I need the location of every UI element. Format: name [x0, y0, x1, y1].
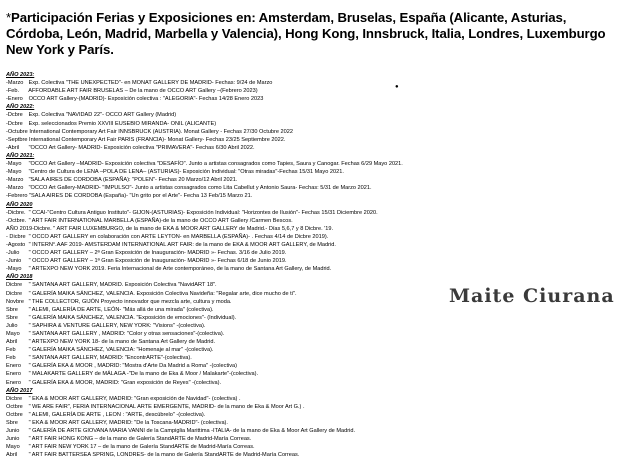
entry-date: Sbre	[6, 314, 18, 321]
entry-text: Exp. Colectiva "NAVIDAD 22"- OCCO ART Gallery (Madrid)	[28, 112, 177, 119]
exhibition-entry	[6, 233, 622, 241]
entry-date: -Julio	[6, 250, 20, 257]
entry-date: -Abril	[6, 144, 20, 151]
entry-date: -Septbre	[6, 136, 28, 143]
entry-text: International Contemporary Art Fair PARIS (FRANCIA)- Monat Gallery- Fechas 23/25 Septiembre 2022.	[29, 136, 286, 143]
entry-text: " EKA & MOOR ART GALLERY, MADRID: "Gran exposición de Navidad"- (colectiva) .	[28, 395, 241, 402]
entry-date: Dicbre	[6, 290, 23, 297]
exhibition-entry	[6, 209, 622, 217]
entry-text: " SANTANA ART GALLERY , MADRID: "Color y otras sensaciones"-(colectiva).	[28, 331, 225, 337]
entry-date: -Dicbre.	[6, 209, 26, 216]
entry-date: -Febrero	[6, 193, 28, 200]
entry-date: -Marzo	[6, 177, 24, 184]
entry-text: " GALERÍA MAIKA SÁNCHEZ, VALENCIA. Exposición Colectiva Navideña: "Regalar arte, dice mucho de ti".	[28, 290, 297, 297]
exhibition-entry	[6, 241, 622, 249]
entry-text: " GALERÍA EKA & MOOR, MADRID: "Gran exposición de Reyes" -(colectiva).	[28, 379, 222, 386]
year-label: AÑO 2022:	[6, 104, 35, 111]
title-text: Participación Ferias y Exposiciones en: Amsterdam, Bruselas, España (Alicante, Asturias, Córdoba, León, Madrid, Marbella y Valencia), Hong Kong, Innsbruck, Italia, Londres, Luxemburgo New York y París.	[6, 10, 606, 57]
exhibition-entry	[6, 111, 622, 119]
entry-text: " WE ARE FAIR", FERIA INTERNACIONAL ARTE EMERGENTE, MADRID- de la mano de Eka & Moor Art G.) .	[28, 403, 305, 410]
exhibition-entry	[6, 435, 622, 443]
exhibition-entry	[6, 176, 622, 184]
entry-date: Feb	[6, 355, 16, 362]
year-label: AÑO 2023:	[6, 72, 35, 78]
entry-text: " ALEMI, GALERÍA DE ARTE , LEON : "ARTE, descúbrelo" -(colectiva).	[28, 411, 206, 418]
year-heading	[6, 71, 622, 79]
entry-text: " EKA & MOOR ART GALLERY, MADRID: "De la Toscana-MADRID"- (colectiva).	[28, 420, 228, 427]
exhibition-entry	[6, 217, 622, 225]
entry-date: -Feb.	[6, 88, 20, 95]
page-title	[6, 10, 622, 58]
exhibition-entry	[6, 354, 622, 362]
bullet-dot: ●	[395, 84, 399, 90]
exhibition-entry	[6, 443, 622, 451]
entry-date: Julio	[6, 322, 18, 329]
entry-date: Mayo	[6, 331, 20, 337]
entry-date: -Dcbre	[6, 120, 23, 127]
exhibition-entry	[6, 338, 622, 346]
exhibition-entry	[6, 168, 622, 176]
exhibition-entry	[6, 225, 622, 233]
entry-date: Octbre	[6, 411, 23, 418]
signature-watermark: Maite Ciurana	[449, 285, 615, 307]
entry-date: AÑO 2019-Dicbre.	[6, 225, 52, 232]
entry-text: " GALERÍA EKA & MOOR , MADRID: "Mostra d'Arte Da Madrid a Roma" -(colectiva)	[28, 363, 238, 370]
entry-date: - Dicbre	[6, 233, 26, 240]
entry-text: OCCO ART Gallery-(MADRID)- Exposición colectiva : "ALEGORIA"- Fechas 14/28 Enero 2023	[28, 96, 264, 103]
entry-text: " ART FAIR HONG KONG – de la mano de Galería StandARTE de Madrid-María Correas.	[28, 436, 252, 443]
entry-text: " INTERN°.AAF 2019- AMSTERDAM INTERNATIONAL ART FAIR: de la mano de EKA & MOOR ART GALLERY, de Madrid.	[28, 241, 336, 248]
entry-text: " MALAKARTE GALLERY de MÁLAGA -"De la mano de Eka & Moor / Malakarte"-(colectiva).	[28, 371, 259, 378]
entry-text: " SAPHIRA & VENTURE GALLERY, NEW YORK: "Visions" -(colectiva).	[28, 322, 206, 329]
exhibition-entry	[6, 411, 622, 419]
entry-date: Abril	[6, 339, 18, 346]
exhibition-entry	[6, 160, 622, 168]
entry-text: " OCCO ART GALLERY en colaboración con ARTE LEYTON- en MARBELLA (ESPAÑA)- . Fechas 4/14 de Dicbre 2019).	[28, 233, 329, 240]
entry-text: "OCCO Art Gallery-MADRID- "IMPULSO"- Junto a artistas consagrados como Lita Cabellut y Antonio Saura- Fechas: 5/31 de Marzo 2021.	[28, 185, 372, 192]
exhibition-entry	[6, 128, 622, 136]
exhibition-entry	[6, 136, 622, 144]
year-label: AÑO 2018	[6, 274, 33, 281]
exhibition-entry	[6, 314, 622, 322]
entry-text: " GALERÍA MAIKA SÁNCHEZ, VALENCIA. "Exposición de emociones"- (Individual).	[28, 314, 237, 321]
entry-date: Dicbre	[6, 282, 23, 289]
exhibition-entry	[6, 87, 622, 95]
entry-date: -Agosto	[6, 241, 26, 248]
entry-text: " OCCO ART GALLERY – 1ª Gran Exposición de Inauguración- MADRID »- Fechas 6/18 de Junio 2019.	[28, 258, 287, 265]
entry-text: " ART FAIR LUXEMBURGO, de la mano de EKA & MOOR ART GALLERY de Madrid.- Días 5,6,7 y 8 Dicbre. '19.	[53, 225, 334, 232]
entry-date: -Marzo	[6, 80, 24, 87]
exhibition-entry	[6, 322, 622, 330]
entry-date: -Mayo	[6, 169, 22, 176]
entry-text: "SALA AIRES DE CORDOBA (España)- "Un grito por el Arte"- Fecha 13 Feb/15 Marzo 21.	[29, 193, 253, 200]
title-asterisk: *	[6, 10, 12, 25]
year-heading	[6, 273, 622, 281]
exhibition-entry	[6, 330, 622, 338]
entry-text: AFFORDABLE ART FAIR BRUSELAS – De la mano de OCCO ART Gallery –(Febrero 2023)	[28, 88, 258, 95]
exhibitions-list	[6, 71, 622, 460]
exhibition-entry	[6, 144, 622, 152]
entry-date: -Marzo	[6, 185, 24, 192]
entry-date: -Enero	[6, 96, 23, 103]
entry-date: Junio	[6, 428, 20, 435]
entry-date: Enero	[6, 363, 21, 370]
exhibition-entry	[6, 395, 622, 403]
entry-text: "OCCO Art Gallery –MADRID- Exposición colectiva "DESAFÍO". Junto a artistas consagrados como Tapies, Saura y Canogar. Fechas 6/29 Mayo 2021.	[28, 161, 403, 168]
entry-date: Enero	[6, 371, 21, 378]
entry-text: " SANTANA ART GALLERY, MADRID. Exposición Colectiva "NavidART 18".	[28, 282, 217, 289]
exhibition-entry	[6, 184, 622, 192]
exhibition-entry	[6, 265, 622, 273]
entry-date: Sbre	[6, 306, 18, 313]
exhibition-entry	[6, 362, 622, 370]
year-label: AÑO 2021:	[6, 152, 35, 159]
exhibition-entry	[6, 249, 622, 257]
entry-date: -Dcbre	[6, 112, 23, 119]
entry-text: " ART FAIR NEW YORK 17 – de la mano de Galería StandARTE de Madrid-María Correas.	[28, 444, 255, 451]
year-heading	[6, 152, 622, 160]
exhibition-entry	[6, 257, 622, 265]
exhibition-entry	[6, 346, 622, 354]
exhibition-entry	[6, 120, 622, 128]
year-heading	[6, 201, 622, 209]
entry-text: " GALERÍA MAIKA SÁNCHEZ, VALENCIA: "Homenaje al mar" -(colectiva).	[28, 347, 214, 354]
entry-text: " GALERÍA DE ARTE GIOVANA MARIA VANNI de la Campiglia Marittima -ITALIA- de la mano de Eka & Moor Art Gallery de Madrid.	[28, 428, 355, 435]
exhibition-entry	[6, 192, 622, 200]
entry-date: Junio	[6, 436, 20, 443]
entry-date: -Mayo	[6, 266, 22, 273]
entry-text: International Contemporary Art Fair INNSBRUCK (AUSTRIA). Monat Gallery - Fechas 27/30 Octubre 2022	[29, 128, 293, 135]
year-label: AÑO 2020	[6, 201, 33, 208]
year-heading	[6, 103, 622, 111]
entry-date: Octbre	[6, 403, 23, 410]
entry-text: " ART FAIR INTERNATIONAL MARBELLA (ESPAÑA)-de la mano de OCCO ART Gallery /Carmen Bescos.	[28, 217, 293, 224]
entry-text: Exp. seleccionados Premio XXVIII EUSEBIO MIRANDA- ONIL (ALICANTE)	[28, 120, 217, 127]
entry-date: Sbre	[6, 420, 18, 427]
exhibition-entry	[6, 451, 622, 459]
entry-date: Dicbre	[6, 395, 23, 402]
entry-text: " ALEMI, GALERÍA DE ARTE, LEÓN- "Más allá de una mirada" (colectiva).	[28, 306, 214, 313]
entry-date: Abril	[6, 452, 18, 459]
entry-text: " SANTANA ART GALLERY, MADRID: "EncontrARTE"-(colectiva).	[28, 355, 192, 362]
exhibition-entry	[6, 370, 622, 378]
entry-text: " ARTEXPO NEW YORK 18- de la mano de Santana Art Gallery de Madrid.	[28, 339, 216, 346]
entry-text: " ART FAIR BATTERSEA SPRING, LONDRES- de la mano de Galería StandARTE de Madrid-María Correas.	[28, 452, 300, 459]
entry-date: -Mayo	[6, 161, 22, 168]
exhibition-entry	[6, 79, 622, 87]
exhibition-entry	[6, 403, 622, 411]
entry-text: Exp. Colectiva "THE UNEXPECTED"- en MONAT GALLERY DE MADRID- Fechas: 9/24 de Marzo	[28, 80, 273, 87]
exhibition-entry	[6, 419, 622, 427]
entry-date: Novbre	[6, 298, 25, 305]
entry-text: "Centro de Cultura de LENA –POLA DE LENA– (ASTURIAS)- Exposición Individual: "Otras miradas"-Fechas 15/31 Mayo 2021.	[28, 169, 344, 176]
entry-date: -Junio	[6, 258, 22, 265]
entry-text: "OCCO Art Gallery- MADRID- Exposición colectiva "PRIMAVERA"- Fechas 6/30 Abril 2022.	[28, 144, 255, 151]
entry-date: -Octbre.	[6, 217, 27, 224]
entry-date: Feb	[6, 347, 16, 354]
exhibition-entry	[6, 427, 622, 435]
entry-text: " OCCO ART GALLERY – 2ª Gran Exposición de Inauguración- MADRID »- Fechas. 3/16 de Julio 2019.	[28, 250, 287, 257]
entry-text: "SALA AIRES DE CORDOBA (ESPAÑA): "POLEN"- Fechas 20 Marzo/12 Abril 2021.	[28, 177, 238, 184]
exhibition-entry	[6, 379, 622, 387]
entry-date: -Octubre	[6, 128, 28, 135]
entry-date: Enero	[6, 379, 21, 386]
year-heading	[6, 387, 622, 395]
entry-date: Mayo	[6, 444, 20, 451]
entry-text: " CCAI-"Centro Cultura Antiguo Instituto"- GIJON-(ASTURIAS)- Exposición Individual: "Horizontes de Ilusión"- Fechas 15/31 Diciembre 2020.	[28, 209, 378, 216]
year-label: AÑO 2017	[6, 387, 33, 394]
exhibition-entry	[6, 95, 622, 103]
entry-text: " THE COLLECTOR, GIJÓN Proyecto innovador que mezcla arte, cultura y moda.	[28, 298, 232, 305]
entry-text: " ARTEXPO NEW YORK 2019. Feria Internacional de Arte contemporáneo, de la mano de Santana Art Gallery, de Madrid.	[28, 266, 332, 273]
